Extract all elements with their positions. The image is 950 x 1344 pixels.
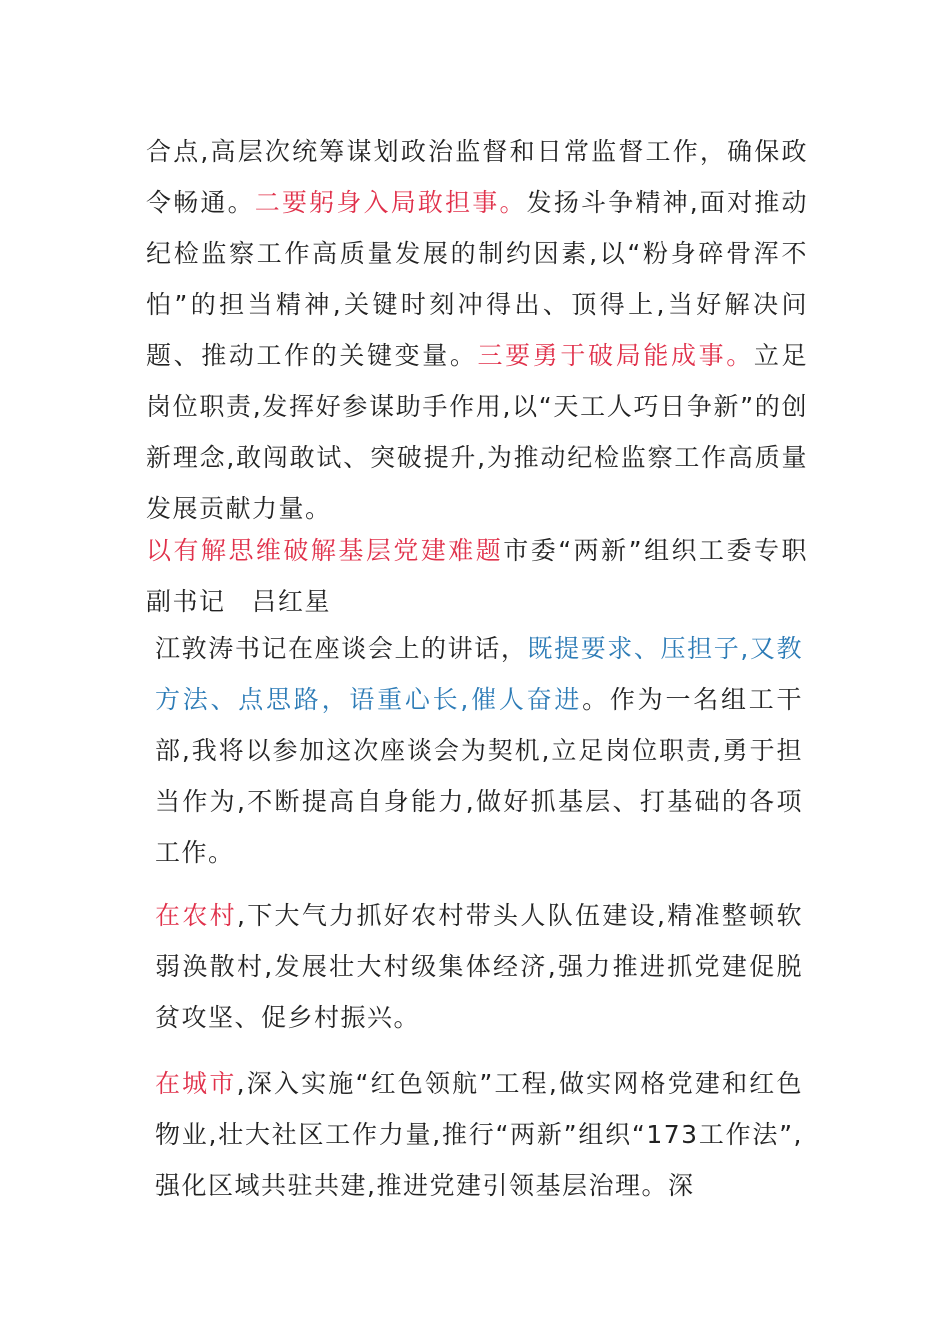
highlight-urban: 在城市 [155, 1069, 237, 1098]
paragraph-text: 发扬斗争精神,面对推动纪检监察工作高质量发展的制约因素,以“粉身碎骨浑不怕”的担当精神,关键时刻冲得出、顶得上,当好解决问题、推动工作的关键变量。 [146, 188, 808, 370]
section-heading [146, 525, 808, 627]
section-byline: 市委“两新”组织工委专职副书记 [146, 536, 808, 616]
paragraph-speech [155, 623, 803, 878]
highlight-heading-two: 二要躬身入局敢担事。 [254, 188, 527, 217]
paragraph-text: 。作为一名组工干部,我将以参加这次座谈会为契机,立足岗位职责,勇于担当作为,不断提高自身能力,做好抓基层、打基础的各项工作。 [155, 685, 803, 867]
paragraph-text: ,下大气力抓好农村带头人队伍建设,精准整顿软弱涣散村,发展壮大村级集体经济,强力推进抓党建促脱贫攻坚、促乡村振兴。 [155, 901, 803, 1032]
paragraph-rural [155, 890, 803, 1043]
paragraph-text: 合点,高层次统筹谋划政治监督和日常监督工作，确保政令畅通。 [146, 137, 808, 217]
highlight-heading-three: 三要勇于破局能成事。 [477, 341, 754, 370]
highlight-rural: 在农村 [155, 901, 237, 930]
paragraph-discipline-inspection [146, 126, 808, 534]
paragraph-text: 江敦涛书记在座谈会上的讲话， [155, 634, 528, 663]
paragraph-text: 立足岗位职责,发挥好参谋助手作用,以“天工人巧日争新”的创新理念,敢闯敢试、突破提升,为推动纪检监察工作高质量发展贡献力量。 [146, 341, 808, 523]
section-author: 吕红星 [251, 587, 332, 616]
section-title: 以有解思维破解基层党建难题 [146, 536, 504, 565]
highlight-blue-phrase: 既提要求、压担子,又教方法、点思路，语重心长,催人奋进 [155, 634, 803, 714]
paragraph-text: ,深入实施“红色领航”工程,做实网格党建和红色物业,壮大社区工作力量,推行“两新”组织“173工作法”,强化区域共驻共建,推进党建引领基层治理。深 [155, 1069, 803, 1200]
paragraph-urban [155, 1058, 803, 1211]
